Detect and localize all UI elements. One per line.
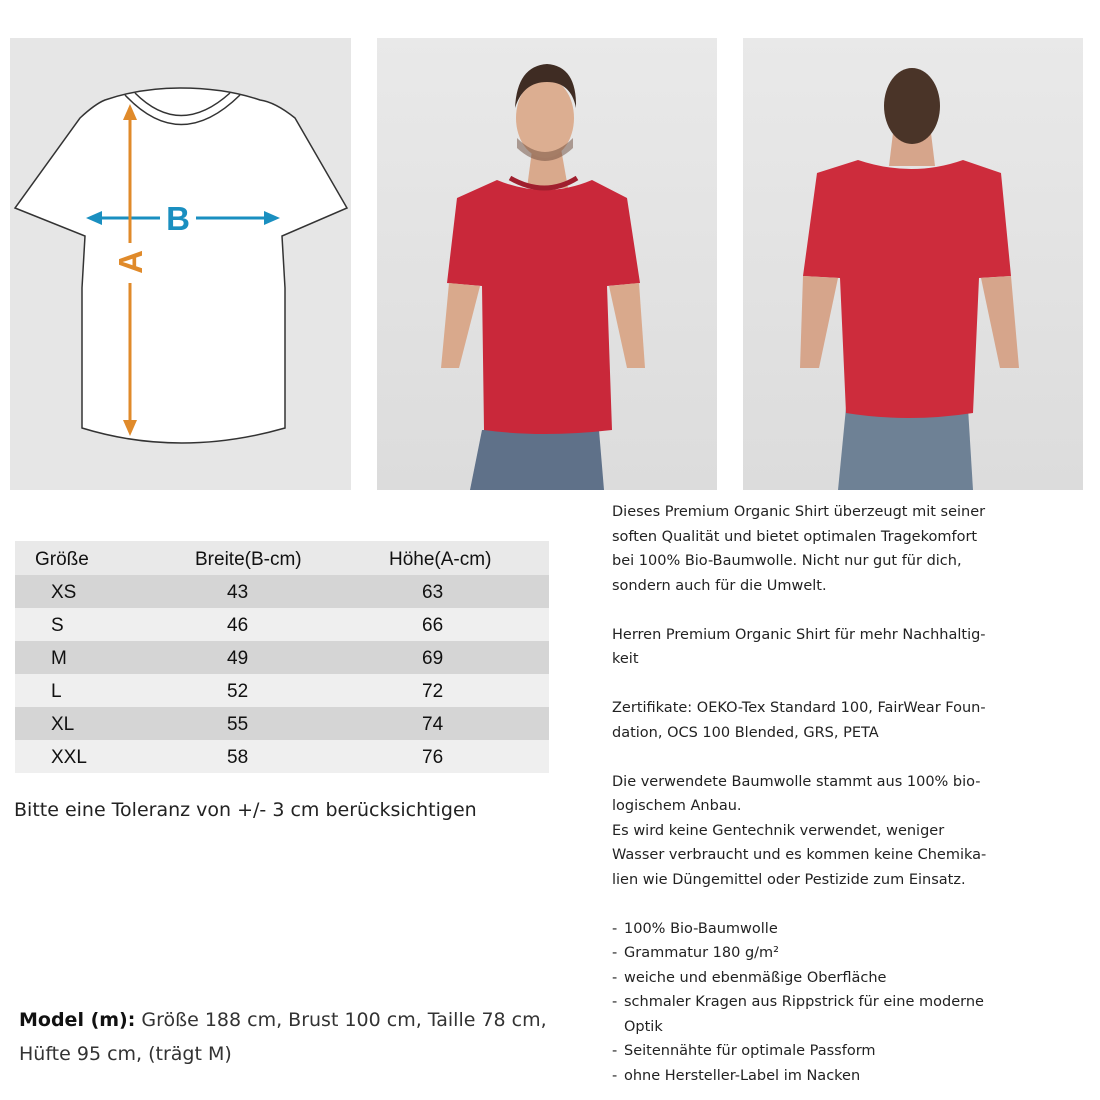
table-row (15, 707, 549, 740)
hoehe-cell: 76 (422, 747, 444, 768)
table-row (15, 641, 549, 674)
model-measurements-line1: Größe 188 cm, Brust 100 cm, Taille 78 cm, (141, 1009, 547, 1031)
model-measurements-line2: Hüfte 95 cm, (trägt M) (19, 1043, 232, 1065)
table-row (15, 740, 549, 773)
hoehe-cell: 63 (422, 582, 444, 603)
size-diagram (10, 38, 351, 490)
certs-line: dation, OCS 100 Blended, GRS, PETA (612, 724, 879, 741)
width-label: B (166, 200, 190, 237)
hoehe-cell: 72 (422, 681, 444, 702)
header-size: Größe (35, 549, 89, 570)
cotton-line: Es wird keine Gentechnik verwendet, weniger (612, 822, 945, 839)
breite-cell: 58 (227, 747, 249, 768)
cotton-line: Die verwendete Baumwolle stammt aus 100% bio- (612, 773, 981, 790)
size-cell: XL (51, 714, 75, 735)
model-label: Model (m): (19, 1009, 136, 1031)
certs-line: Zertifikate: OEKO-Tex Standard 100, FairWear Foun- (612, 700, 986, 716)
intro-line: sondern auch für die Umwelt. (612, 577, 827, 594)
size-cell: XXL (51, 747, 87, 768)
breite-cell: 49 (227, 648, 249, 669)
cotton-line: logischem Anbau. (612, 798, 742, 814)
product-description (612, 500, 1012, 1088)
breite-cell: 43 (227, 582, 249, 603)
size-table (15, 541, 549, 773)
table-row (15, 608, 549, 641)
intro-line: soften Qualität und bietet optimalen Tragekomfort (612, 528, 978, 545)
size-cell: M (51, 648, 67, 669)
feature-bullet: - weiche und ebenmäßige Oberfläche (612, 966, 1012, 991)
size-cell: L (51, 681, 62, 702)
intro-line: Dieses Premium Organic Shirt überzeugt mit seiner (612, 504, 986, 520)
size-cell: S (51, 615, 64, 636)
feature-bullet: - 100% Bio-Baumwolle (612, 917, 1012, 942)
feature-bullet: - schmaler Kragen aus Rippstrick für eine moderne (612, 990, 1012, 1015)
feature-bullet-continuation: Optik (624, 1018, 663, 1035)
model-front-photo (377, 38, 717, 490)
hoehe-cell: 74 (422, 714, 444, 735)
breite-cell: 46 (227, 615, 249, 636)
cotton-line: lien wie Düngemittel oder Pestizide zum Einsatz. (612, 871, 966, 888)
title-line: keit (612, 651, 639, 667)
tshirt-outline-icon (10, 38, 351, 490)
table-row (15, 575, 549, 608)
size-cell: XS (51, 582, 77, 603)
title-line: Herren Premium Organic Shirt für mehr Nachhaltig- (612, 626, 986, 643)
tolerance-note: Bitte eine Toleranz von +/- 3 cm berücksichtigen (14, 799, 477, 821)
model-info (19, 1003, 579, 1071)
feature-bullet: - Grammatur 180 g/m² (612, 941, 1012, 966)
breite-cell: 55 (227, 714, 249, 735)
breite-cell: 52 (227, 681, 249, 702)
model-back-photo (743, 38, 1083, 490)
hoehe-cell: 66 (422, 615, 444, 636)
header-hoehe: Höhe(A-cm) (389, 549, 492, 570)
table-header (15, 541, 549, 575)
feature-bullet: - Seitennähte für optimale Passform (612, 1039, 1012, 1064)
header-breite: Breite(B-cm) (195, 549, 302, 570)
feature-bullet: - ohne Hersteller-Label im Nacken (612, 1064, 1012, 1089)
table-row (15, 674, 549, 707)
cotton-line: Wasser verbraucht und es kommen keine Chemika- (612, 847, 987, 863)
intro-line: bei 100% Bio-Baumwolle. Nicht nur gut für dich, (612, 553, 962, 569)
height-label: A (112, 250, 149, 274)
hoehe-cell: 69 (422, 648, 444, 669)
